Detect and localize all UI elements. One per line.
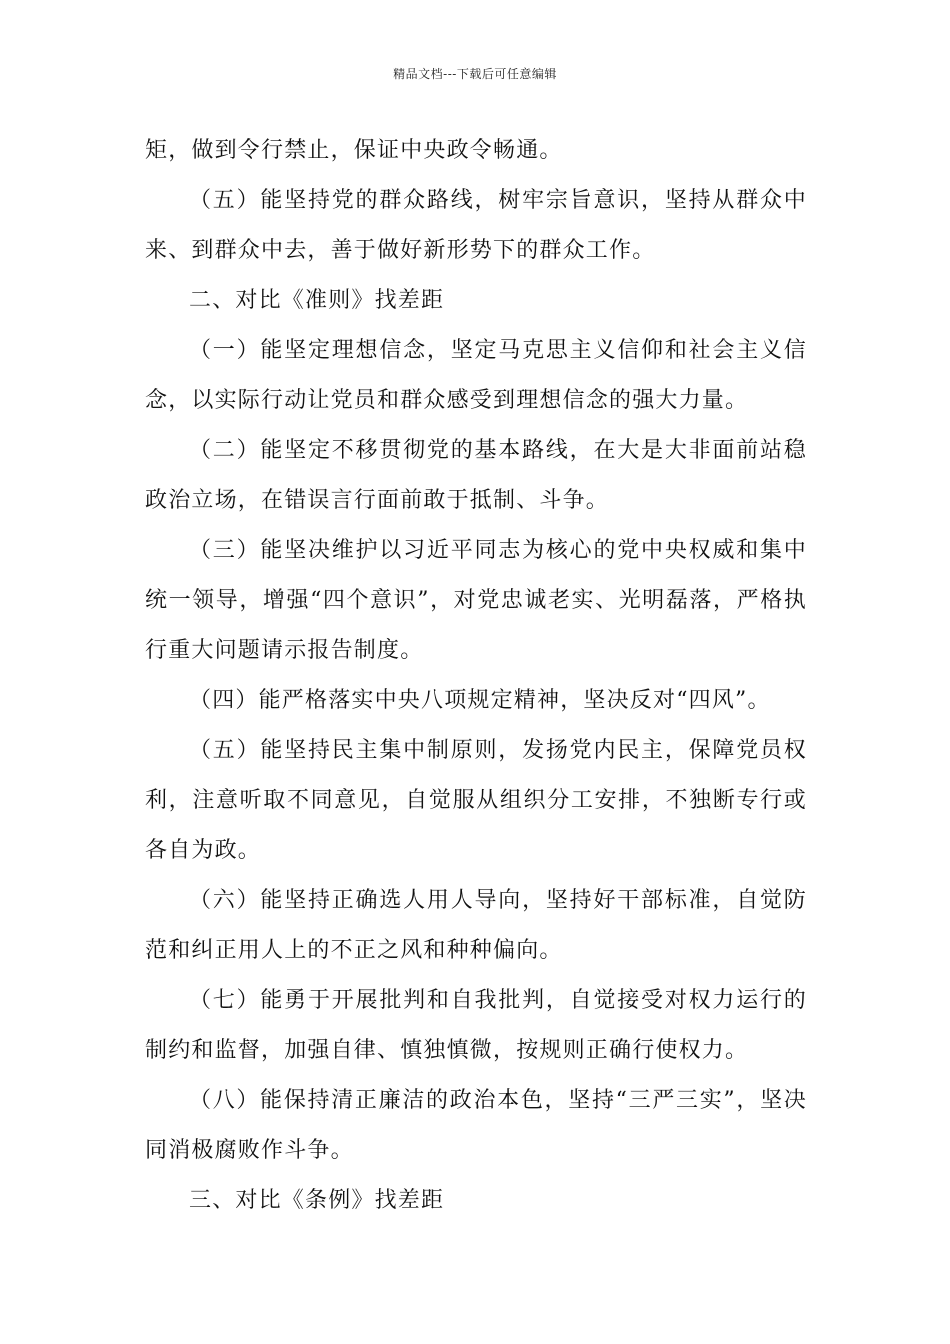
document-body [145, 126, 807, 1226]
page-header: 精品文档---下载后可任意编辑 [393, 67, 557, 81]
paragraph: 矩，做到令行禁止，保证中央政令畅通。 [145, 138, 563, 163]
paragraph: （二）能坚定不移贯彻党的基本路线，在大是大非面前站稳政治立场，在错误言行面前敢于抵制、斗争。 [145, 438, 807, 513]
paragraph: （三）能坚决维护以习近平同志为核心的党中央权威和集中统一领导，增强“四个意识”，对党忠诚老实、光明磊落，严格执行重大问题请示报告制度。 [145, 538, 807, 663]
paragraph: （八）能保持清正廉洁的政治本色，坚持“三严三实”，坚决同消极腐败作斗争。 [145, 1088, 807, 1163]
section-heading: 三、对比《条例》找差距 [189, 1188, 445, 1213]
paragraph: （六）能坚持正确选人用人导向，坚持好干部标准，自觉防范和纠正用人上的不正之风和种种偏向。 [145, 888, 807, 963]
paragraph: （四）能严格落实中央八项规定精神，坚决反对“四风”。 [189, 688, 771, 713]
section-heading: 二、对比《准则》找差距 [189, 288, 445, 313]
paragraph: （五）能坚持党的群众路线，树牢宗旨意识，坚持从群众中来、到群众中去，善于做好新形势下的群众工作。 [145, 188, 807, 263]
paragraph: （五）能坚持民主集中制原则，发扬党内民主，保障党员权利，注意听取不同意见，自觉服从组织分工安排，不独断专行或各自为政。 [145, 738, 807, 863]
paragraph: （一）能坚定理想信念，坚定马克思主义信仰和社会主义信念，以实际行动让党员和群众感受到理想信念的强大力量。 [145, 338, 807, 413]
paragraph: （七）能勇于开展批判和自我批判，自觉接受对权力运行的制约和监督，加强自律、慎独慎微，按规则正确行使权力。 [145, 988, 807, 1063]
